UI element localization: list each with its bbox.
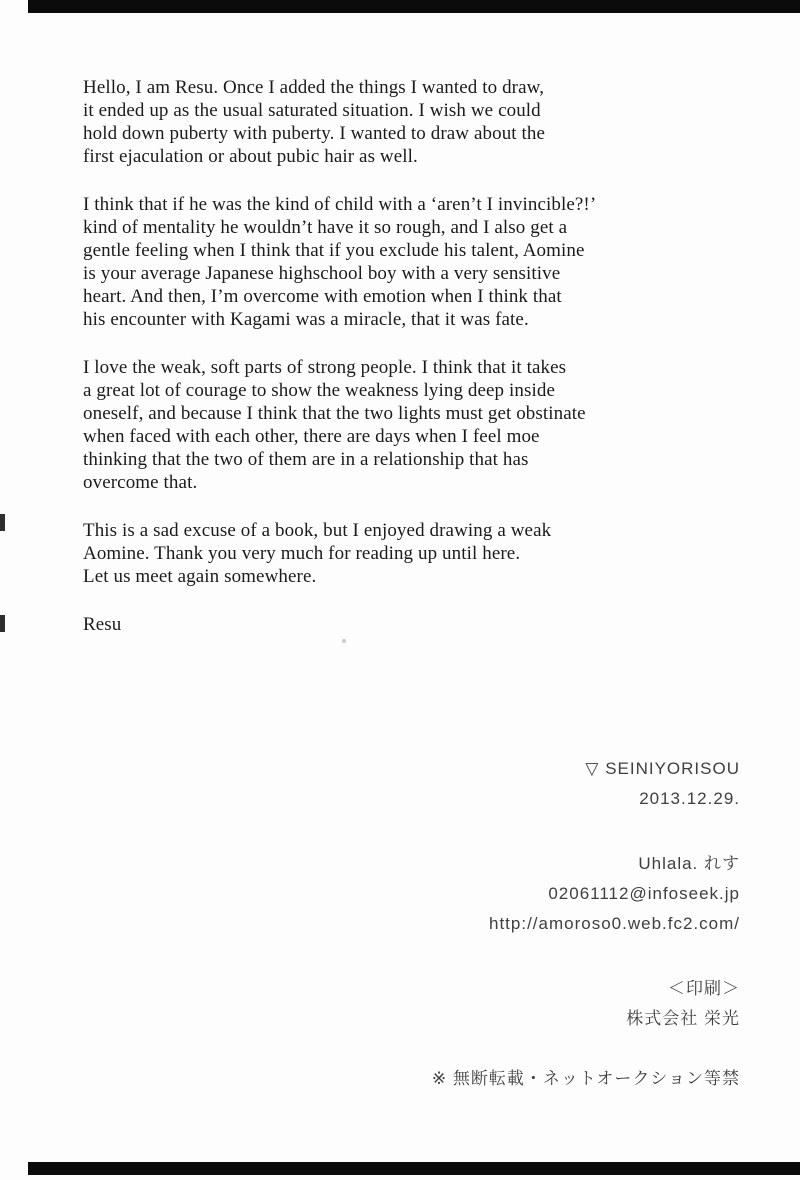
letter-paragraph-weakness [83,356,683,494]
text-line: overcome that. [83,472,198,493]
text-line: thinking that the two of them are in a relationship that has [83,449,529,470]
colophon [432,754,740,1094]
scan-artifact-top-bar [28,0,800,13]
text-line: gentle feeling when I think that if you exclude his talent, Aomine [83,240,585,261]
text-line: ▽ SEINIYORISOU [585,759,740,778]
text-line: when faced with each other, there are days when I feel moe [83,426,540,447]
scan-artifact-left-mark-2 [0,615,5,632]
text-line: ＜印刷＞ [668,979,740,998]
colophon-printer-credit [432,974,740,1034]
text-line: oneself, and because I think that the two lights must get obstinate [83,403,586,424]
letter-paragraph-thanks [83,519,683,588]
colophon-title-date [432,754,740,814]
text-line: Uhlala. れす [638,854,740,873]
afterword-letter [83,76,683,636]
text-line: 2013.12.29. [639,789,740,808]
text-line: ※ 無断転載・ネットオークション等禁 [431,1069,740,1088]
text-line: This is a sad excuse of a book, but I enjoyed drawing a weak [83,520,552,541]
text-line: 株式会社 栄光 [626,1009,740,1028]
text-line: Let us meet again somewhere. [83,566,317,587]
letter-paragraph-intro [83,76,683,168]
colophon-reproduction-notice [432,1064,740,1094]
text-line: it ended up as the usual saturated situation. I wish we could [83,100,541,121]
text-line: a great lot of courage to show the weakness lying deep inside [83,380,555,401]
scan-artifact-left-mark-1 [0,514,5,531]
scan-artifact-bottom-bar [28,1162,800,1175]
text-line: hold down puberty with puberty. I wanted to draw about the [83,123,546,144]
text-line: Hello, I am Resu. Once I added the things I wanted to draw, [83,77,545,98]
text-line: http://amoroso0.web.fc2.com/ [489,914,740,933]
signature: Resu [83,614,122,635]
text-line: his encounter with Kagami was a miracle, that it was fate. [83,309,529,330]
text-line: kind of mentality he wouldn’t have it so rough, and I also get a [83,217,568,238]
text-line: Aomine. Thank you very much for reading up until here. [83,543,521,564]
letter-paragraph-aomine [83,193,683,331]
colophon-contact-info [432,849,740,939]
text-line: first ejaculation or about pubic hair as well. [83,146,418,167]
text-line: heart. And then, I’m overcome with emotion when I think that [83,286,562,307]
scan-artifact-speck [342,639,346,643]
text-line: I love the weak, soft parts of strong people. I think that it takes [83,357,567,378]
text-line: 02061112@infoseek.jp [548,884,740,903]
text-line: is your average Japanese highschool boy with a very sensitive [83,263,561,284]
text-line: I think that if he was the kind of child with a ‘aren’t I invincible?!’ [83,194,597,215]
